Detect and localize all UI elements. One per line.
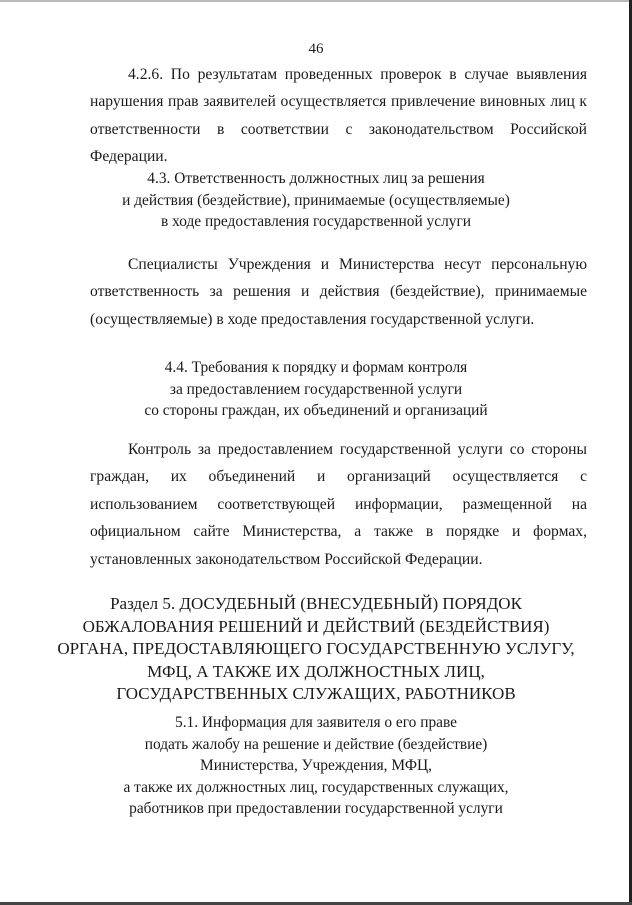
heading-4-4-line: 4.4. Требования к порядку и формам контроля [164,359,468,376]
paragraph-4-2-6 [90,61,587,171]
heading-5-1-line: работников при предоставлении государственной услуги [129,800,503,817]
paragraph-4-3-text: Специалисты Учреждения и Министерства несут персональную ответственность за решения и действия (бездействие), принимаемые (осуществляемые) в ходе предоставления государственной услуги. [90,256,587,328]
paragraph-4-3 [90,251,587,333]
section-5-title-line: ОБЖАЛОВАНИЯ РЕШЕНИЙ И ДЕЙСТВИЙ (БЕЗДЕЙСТВИЯ) [82,616,550,636]
section-5-title-line: МФЦ, А ТАКЖЕ ИХ ДОЛЖНОСТНЫХ ЛИЦ, [147,661,485,681]
heading-5-1-line: подать жалобу на решение и действие (бездействие) [144,735,488,753]
heading-4-3-line: и действия (бездействие), принимаемые (осуществляемые) [122,191,510,209]
heading-4-3 [0,168,632,233]
heading-4-3-line: 4.3. Ответственность должностных лиц за решения [147,170,485,187]
heading-4-3-line: в ходе предоставления государственной услуги [161,213,471,230]
heading-4-4-line: за предоставлением государственной услуги [169,380,463,398]
scan-edge-top [0,0,632,2]
page-number: 46 [308,41,324,57]
heading-5-1 [0,712,632,820]
paragraph-4-4 [90,436,587,573]
heading-4-4-line: со стороны граждан, их объединений и организаций [144,402,488,419]
section-5-title-line: ГОСУДАРСТВЕННЫХ СЛУЖАЩИХ, РАБОТНИКОВ [116,684,516,703]
heading-5-1-line: 5.1. Информация для заявителя о его праве [175,714,457,731]
heading-5-1-line: Министерства, Учреждения, МФЦ, [200,757,432,774]
section-5-title-line: ОРГАНА, ПРЕДОСТАВЛЯЮЩЕГО ГОСУДАРСТВЕННУЮ УСЛУГУ, [57,639,575,658]
heading-5-1-line: а также их должностных лиц, государственных служащих, [123,778,509,796]
section-5-title [0,593,632,706]
heading-4-4 [0,357,632,422]
paragraph-4-2-6-text: 4.2.6. По результатам проведенных проверок в случае выявления нарушения прав заявителей осуществляется привлечение виновных лиц к ответственности в соответствии с законодательством Российской Федерации. [90,66,587,166]
section-5-title-line: Раздел 5. ДОСУДЕБНЫЙ (ВНЕСУДЕБНЫЙ) ПОРЯДОК [110,594,522,613]
paragraph-4-4-text: Контроль за предоставлением государственной услуги со стороны граждан, их объединений и организаций осуществляется с использованием соответствующей информации, размещенной на официальном сайте Министерства, а также в порядке и формах, установленных законодательством Российской Федерации. [90,441,587,568]
